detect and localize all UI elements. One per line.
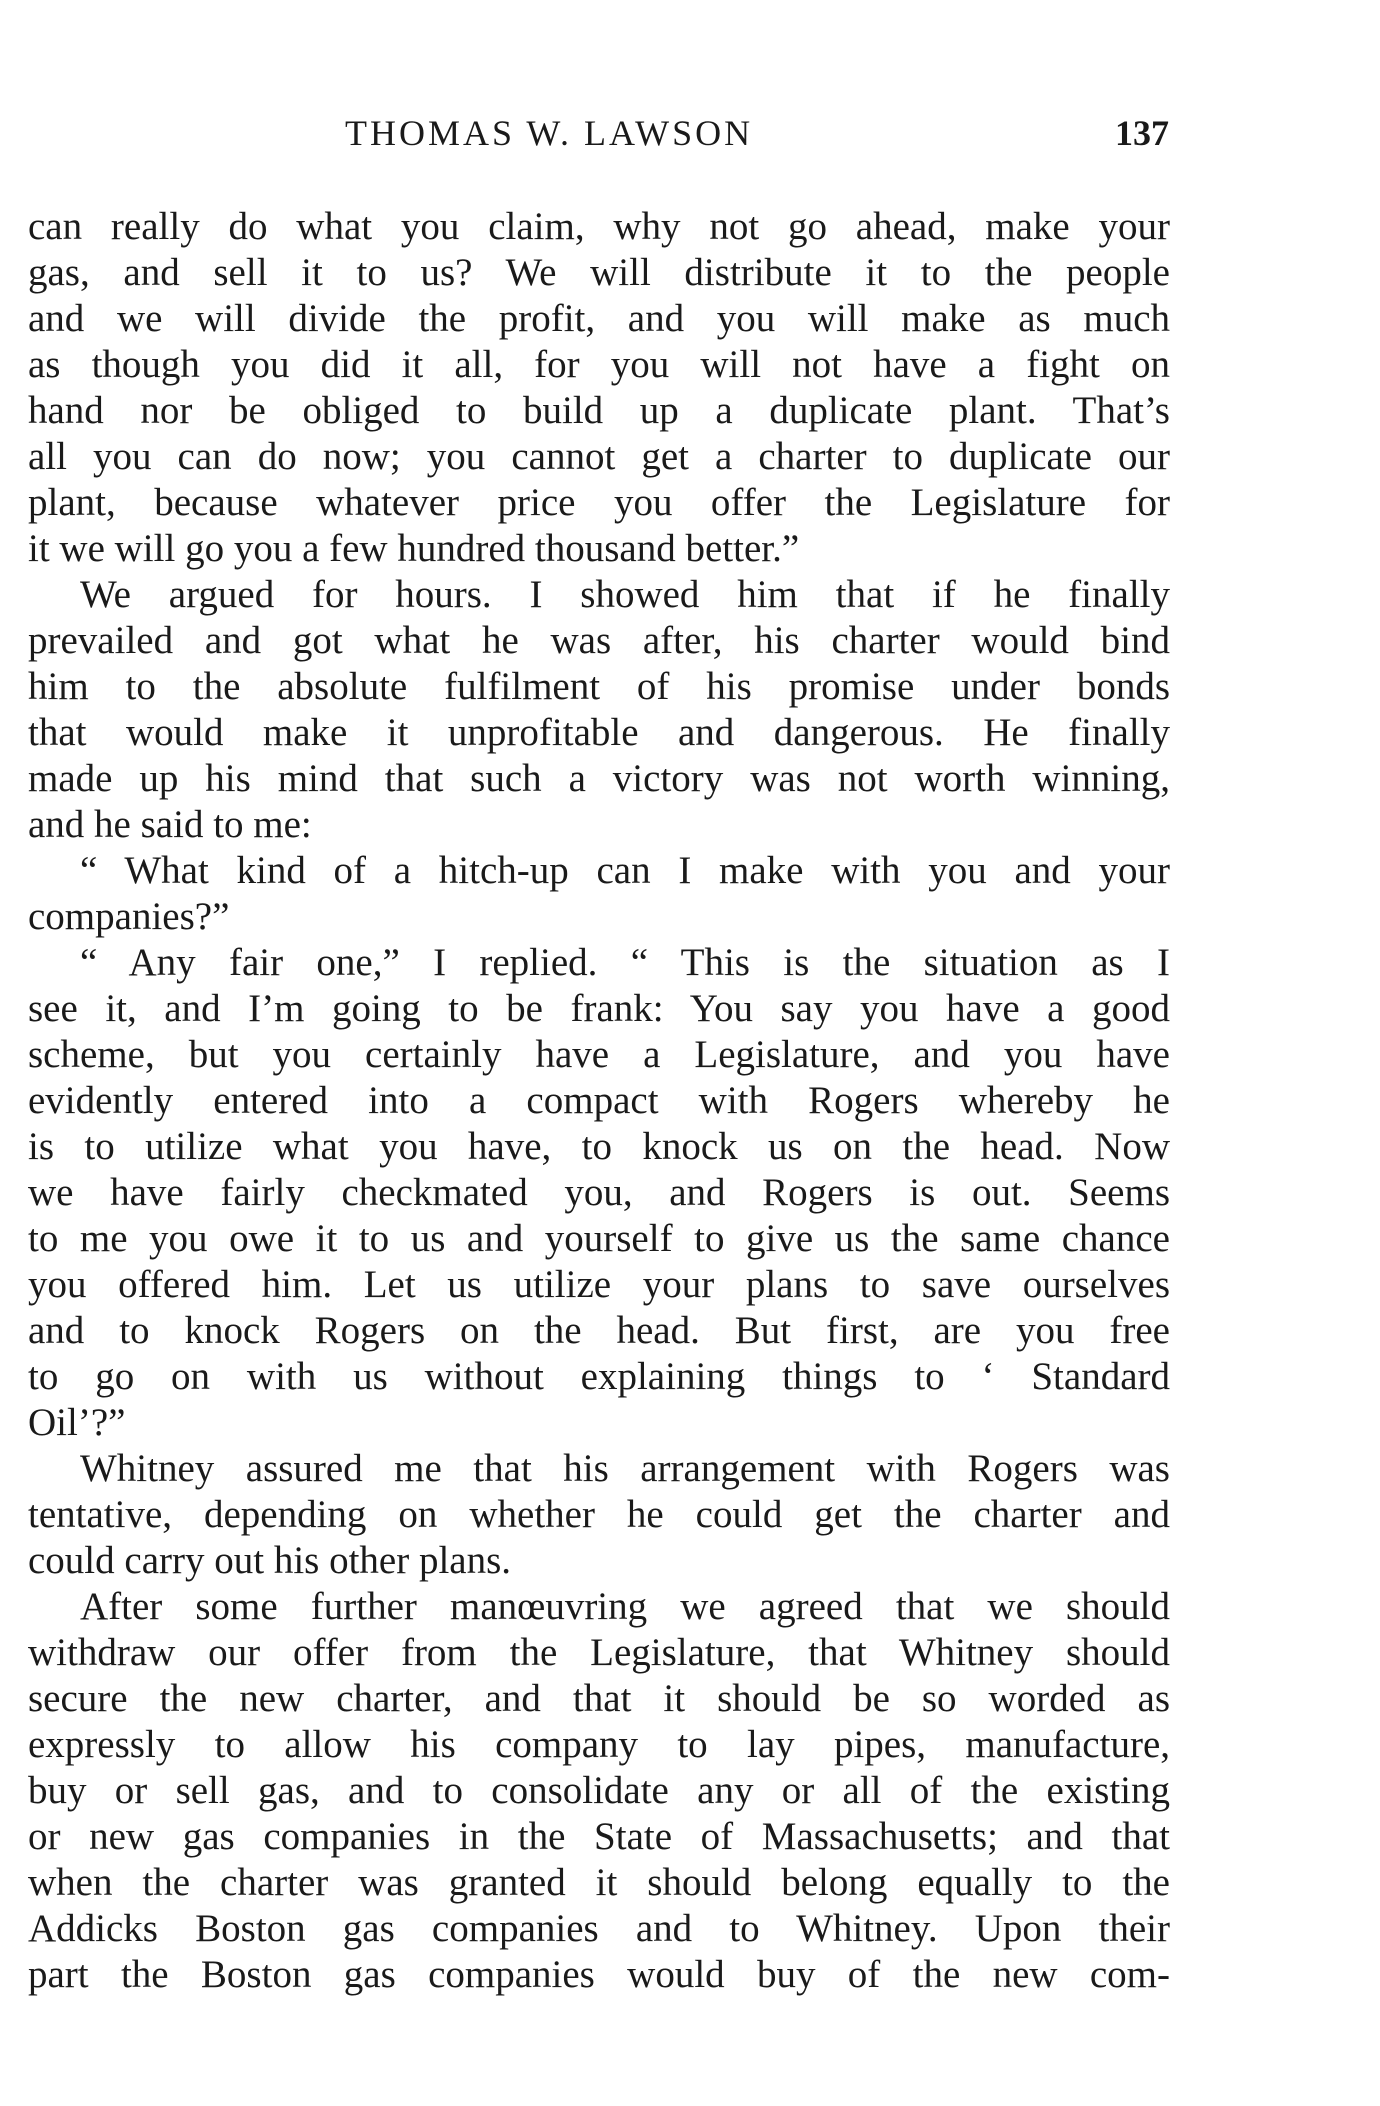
text-line: “ Any fair one,” I replied. “ This is the situation as I <box>80 941 1170 984</box>
text-line: buy or sell gas, and to consolidate any or all of the existing <box>28 1769 1170 1812</box>
text-line: plant, because whatever price you offer the Legislature for <box>28 481 1170 524</box>
text-line: to go on with us without explaining things to ‘ Standard <box>28 1355 1170 1398</box>
text-line: After some further manœuvring we agreed that we should <box>80 1585 1170 1628</box>
text-line: him to the absolute fulfilment of his promise under bonds <box>28 665 1170 708</box>
text-line: We argued for hours. I showed him that if he finally <box>80 573 1170 616</box>
text-line: all you can do now; you cannot get a charter to duplicate our <box>28 435 1170 478</box>
text-line: gas, and sell it to us? We will distribute it to the people <box>28 251 1170 294</box>
text-line: see it, and I’m going to be frank: You say you have a good <box>28 987 1170 1030</box>
text-line: to me you owe it to us and yourself to give us the same chance <box>28 1217 1170 1260</box>
text-line: and he said to me: <box>28 803 312 846</box>
text-line: that would make it unprofitable and dangerous. He finally <box>28 711 1170 754</box>
text-line: Oil’?” <box>28 1401 126 1444</box>
text-line: could carry out his other plans. <box>28 1539 512 1582</box>
text-line: made up his mind that such a victory was not worth winning, <box>28 757 1170 800</box>
text-line: as though you did it all, for you will not have a fight on <box>28 343 1170 386</box>
text-line: is to utilize what you have, to knock us on the head. Now <box>28 1125 1170 1168</box>
page-number: 137 <box>1115 113 1169 153</box>
text-line: tentative, depending on whether he could get the charter and <box>28 1493 1170 1536</box>
text-line: withdraw our offer from the Legislature, that Whitney should <box>28 1631 1170 1674</box>
text-line: can really do what you claim, why not go ahead, make your <box>28 205 1170 248</box>
text-line: evidently entered into a compact with Rogers whereby he <box>28 1079 1170 1122</box>
text-line: part the Boston gas companies would buy of the new com- <box>28 1953 1170 1996</box>
text-line: we have fairly checkmated you, and Rogers is out. Seems <box>28 1171 1170 1214</box>
running-title: THOMAS W. LAWSON <box>345 113 754 153</box>
text-line: or new gas companies in the State of Massachusetts; and that <box>28 1815 1170 1858</box>
text-line: it we will go you a few hundred thousand better.” <box>28 527 800 570</box>
text-line: secure the new charter, and that it should be so worded as <box>28 1677 1170 1720</box>
text-line: and we will divide the profit, and you will make as much <box>28 297 1170 340</box>
text-line: when the charter was granted it should belong equally to the <box>28 1861 1170 1904</box>
text-line: Addicks Boston gas companies and to Whitney. Upon their <box>28 1907 1170 1950</box>
text-line: Whitney assured me that his arrangement with Rogers was <box>80 1447 1170 1490</box>
text-line: hand nor be obliged to build up a duplicate plant. That’s <box>28 389 1170 432</box>
text-line: you offered him. Let us utilize your plans to save ourselves <box>28 1263 1170 1306</box>
text-line: and to knock Rogers on the head. But first, are you free <box>28 1309 1170 1352</box>
text-line: scheme, but you certainly have a Legislature, and you have <box>28 1033 1170 1076</box>
body-text <box>28 204 1170 1998</box>
text-line: expressly to allow his company to lay pipes, manufacture, <box>28 1723 1170 1766</box>
running-head <box>0 108 1380 158</box>
text-line: companies?” <box>28 895 230 938</box>
text-line: prevailed and got what he was after, his charter would bind <box>28 619 1170 662</box>
text-line: “ What kind of a hitch-up can I make with you and your <box>80 849 1170 892</box>
